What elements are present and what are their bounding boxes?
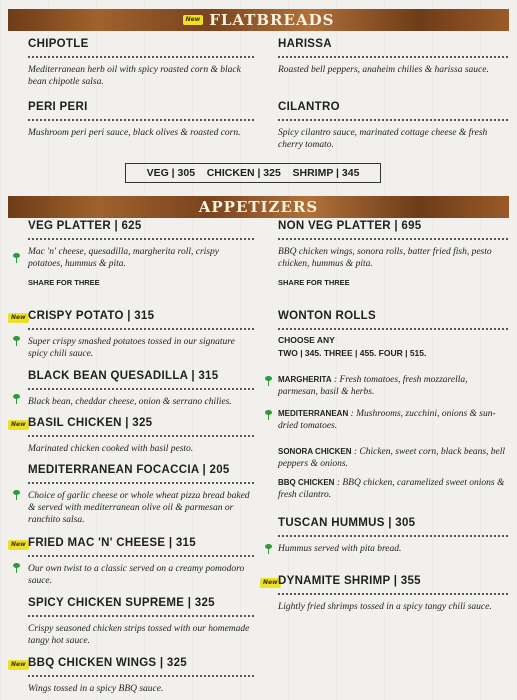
roll-description: : Mushrooms, zucchini, onions & sun-dried tomatoes. [278, 409, 496, 431]
item-name: CILANTRO [278, 101, 340, 113]
dotted-divider [28, 435, 254, 437]
item-description: Mushroom peri peri sauce, black olives & roasted corn. [28, 128, 241, 138]
item-name: DYNAMITE SHRIMP | 355 [278, 575, 421, 587]
wonton-options: TWO | 345. THREE | 455. FOUR | 515. [278, 348, 427, 358]
item-description: Roasted bell peppers, anaheim chilies & harissa sauce. [278, 65, 489, 75]
new-badge: New [183, 15, 204, 25]
dotted-divider [28, 555, 254, 557]
dotted-divider [278, 238, 508, 240]
menu-item-non-veg-platter [278, 220, 508, 287]
flatbread-price-box [125, 163, 381, 183]
item-name: TUSCAN HUMMUS | 305 [278, 517, 416, 529]
roll-description: : BBQ chicken, caramelized sweet onions & fresh cilantro. [278, 478, 505, 500]
menu-item-mediterranean-focaccia [28, 464, 254, 526]
wonton-roll-sonora-chicken [278, 446, 508, 470]
wonton-choose-label: CHOOSE ANY [278, 335, 335, 345]
item-description: Mediterranean herb oil with spicy roasted corn & black bean chipotle salsa. [28, 65, 241, 87]
item-name: CRISPY POTATO | 315 [28, 310, 155, 322]
item-name: NON VEG PLATTER | 695 [278, 220, 422, 232]
section-title-flatbreads: FLATBREADS [209, 11, 335, 29]
veg-leaf-icon [13, 563, 20, 573]
dotted-divider [278, 56, 508, 58]
menu-item-fried-mac-n-cheese [28, 537, 254, 587]
item-name: FRIED MAC 'N' CHEESE | 315 [28, 537, 196, 549]
item-name: BLACK BEAN QUESADILLA | 315 [28, 370, 219, 382]
roll-name: BBQ CHICKEN [278, 478, 335, 487]
dotted-divider [278, 535, 508, 537]
dotted-divider [28, 482, 254, 484]
item-name: BASIL CHICKEN | 325 [28, 417, 153, 429]
item-description: Mac 'n' cheese, quesadilla, margherita roll, crispy potatoes, hummus & pita. [28, 247, 219, 269]
roll-name: SONORA CHICKEN [278, 447, 352, 456]
dotted-divider [278, 119, 508, 121]
veg-leaf-icon [265, 544, 272, 554]
dotted-divider [28, 615, 254, 617]
item-description: Spicy cilantro sauce, marinated cottage cheese & fresh cherry tomato. [278, 128, 488, 150]
veg-leaf-icon [13, 336, 20, 346]
veg-leaf-icon [13, 490, 20, 500]
item-name: WONTON ROLLS [278, 310, 376, 322]
item-description: Crispy seasoned chicken strips tossed with our homemade tangy hot sauce. [28, 624, 250, 646]
wonton-roll-mediterranean [278, 408, 508, 432]
item-name: BBQ CHICKEN WINGS | 325 [28, 657, 187, 669]
roll-description: : Fresh tomatoes, fresh mozzarella, parmesan, basil & herbs. [278, 375, 468, 397]
share-note: SHARE FOR THREE [278, 278, 350, 287]
menu-item-harissa [278, 38, 508, 76]
item-description: Black bean, cheddar cheese, onion & serrano chilies. [28, 397, 232, 407]
menu-item-dynamite-shrimp [278, 575, 508, 613]
dotted-divider [28, 119, 254, 121]
dotted-divider [28, 56, 254, 58]
menu-item-crispy-potato [28, 310, 254, 360]
new-badge: New [8, 420, 29, 430]
menu-item-tuscan-hummus [278, 517, 508, 555]
item-description: Super crispy smashed potatoes tossed in our signature spicy chili sauce. [28, 337, 235, 359]
roll-name: MARGHERITA [278, 375, 332, 384]
dotted-divider [28, 388, 254, 390]
item-description: Our own twist to a classic served on a creamy pomodoro sauce. [28, 564, 245, 586]
wonton-roll-margherita [278, 374, 508, 398]
dotted-divider [278, 593, 508, 595]
dotted-divider [28, 675, 254, 677]
item-description: Choice of garlic cheese or whole wheat pizza bread baked & served with mediterranean olive oil & parmesan or ranchito salsa. [28, 491, 250, 525]
item-name: SPICY CHICKEN SUPREME | 325 [28, 597, 215, 609]
item-description: Hummus served with pita bread. [278, 544, 402, 554]
item-description: Wings tossed in a spicy BBQ sauce. [28, 684, 164, 694]
item-name: MEDITERRANEAN FOCACCIA | 205 [28, 464, 230, 476]
item-description: Marinated chicken cooked with basil pesto. [28, 444, 194, 454]
veg-leaf-icon [265, 376, 272, 386]
wonton-roll-bbq-chicken [278, 477, 508, 501]
flatbread-prices: VEG | 305 CHICKEN | 325 SHRIMP | 345 [146, 167, 360, 179]
menu-item-wonton-rolls [278, 310, 508, 360]
roll-name: MEDITERRANEAN [278, 409, 349, 418]
roll-description: : Chicken, sweet corn, black beans, bell peppers & onions. [278, 447, 506, 469]
menu-item-black-bean-quesadilla [28, 370, 254, 408]
menu-item-bbq-chicken-wings [28, 657, 254, 695]
veg-leaf-icon [13, 253, 20, 263]
menu-item-peri-peri [28, 101, 254, 139]
item-description: Lightly fried shrimps tossed in a spicy tangy chili sauce. [278, 602, 492, 612]
item-description: BBQ chicken wings, sonora rolls, batter fried fish, pesto chicken, hummus & pita. [278, 247, 492, 269]
menu-item-veg-platter [28, 220, 254, 287]
dotted-divider [28, 328, 254, 330]
item-name: CHIPOTLE [28, 38, 89, 50]
flatbreads-banner [8, 9, 509, 31]
menu-item-chipotle [28, 38, 254, 88]
menu-item-basil-chicken [28, 417, 254, 455]
share-note: SHARE FOR THREE [28, 278, 100, 287]
item-name: PERI PERI [28, 101, 88, 113]
item-name: HARISSA [278, 38, 332, 50]
item-name: VEG PLATTER | 625 [28, 220, 142, 232]
section-title-appetizers: APPETIZERS [198, 198, 319, 216]
veg-leaf-icon [265, 410, 272, 420]
dotted-divider [278, 328, 508, 330]
appetizers-banner [8, 196, 509, 218]
dotted-divider [28, 238, 254, 240]
menu-item-cilantro [278, 101, 508, 151]
menu-item-spicy-chicken-supreme [28, 597, 254, 647]
new-badge: New [8, 540, 29, 550]
new-badge: New [8, 660, 29, 670]
new-badge: New [8, 313, 29, 323]
veg-leaf-icon [13, 394, 20, 404]
new-badge: New [260, 578, 281, 588]
